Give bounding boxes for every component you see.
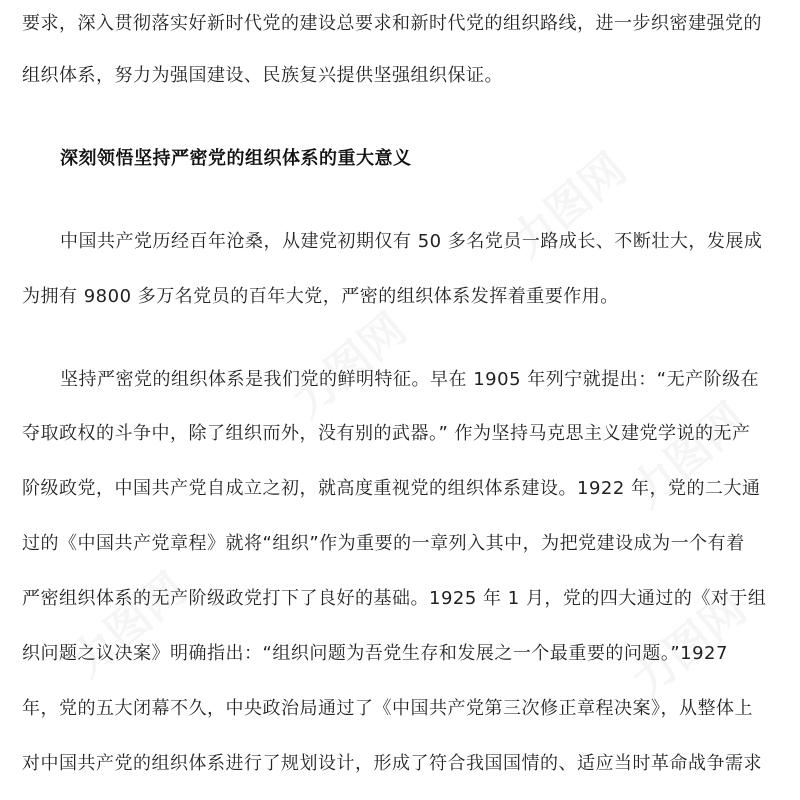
paragraph-line: 坚持严密党的组织体系是我们党的鲜明特征。早在 1905 年列宁就提出：“无产阶级在	[60, 369, 760, 390]
paragraph-line: 组织体系，努力为强国建设、民族复兴提供坚强组织保证。	[22, 65, 503, 86]
paragraph-line: 年，党的五大闭幕不久，中央政治局通过了《中国共产党第三次修正章程决案》，从整体上	[22, 698, 753, 719]
paragraph-line: 为拥有 9800 多万名党员的百年大党，严密的组织体系发挥着重要作用。	[22, 286, 619, 307]
paragraph-line: 过的《中国共产党章程》就将“组织”作为重要的一章列入其中，为把党建设成为一个有着	[22, 533, 745, 554]
watermark: 力图网	[501, 143, 636, 268]
paragraph-line: 要求，深入贯彻落实好新时代党的建设总要求和新时代党的组织路线，进一步织密建强党的	[22, 13, 762, 34]
paragraph-line: 中国共产党历经百年沧桑，从建党初期仅有 50 多名党员一路成长、不断壮大，发展成	[60, 231, 763, 252]
paragraph-line: 夺取政权的斗争中，除了组织而外，没有别的武器。” 作为坚持马克思主义建党学说的无产	[22, 423, 751, 444]
paragraph-line: 对中国共产党的组织体系进行了规划设计，形成了符合我国国情的、适应当时革命战争需求	[22, 753, 762, 774]
watermark: 力图网	[61, 563, 196, 688]
paragraph-line: 阶级政党，中国共产党自成立之初，就高度重视党的组织体系建设。1922 年，党的二大通	[22, 478, 761, 499]
watermark: 力图网	[621, 583, 756, 708]
watermark: 力图网	[281, 303, 416, 428]
section-heading: 深刻领悟坚持严密党的组织体系的重大意义	[60, 148, 412, 169]
watermark: 力图网	[621, 393, 756, 518]
paragraph-line: 严密组织体系的无产阶级政党打下了良好的基础。1925 年 1 月，党的四大通过的《对于组	[22, 588, 767, 609]
paragraph-line: 织问题之议决案》明确指出：“组织问题为吾党生存和发展之一个最重要的问题。”1927	[22, 643, 728, 664]
